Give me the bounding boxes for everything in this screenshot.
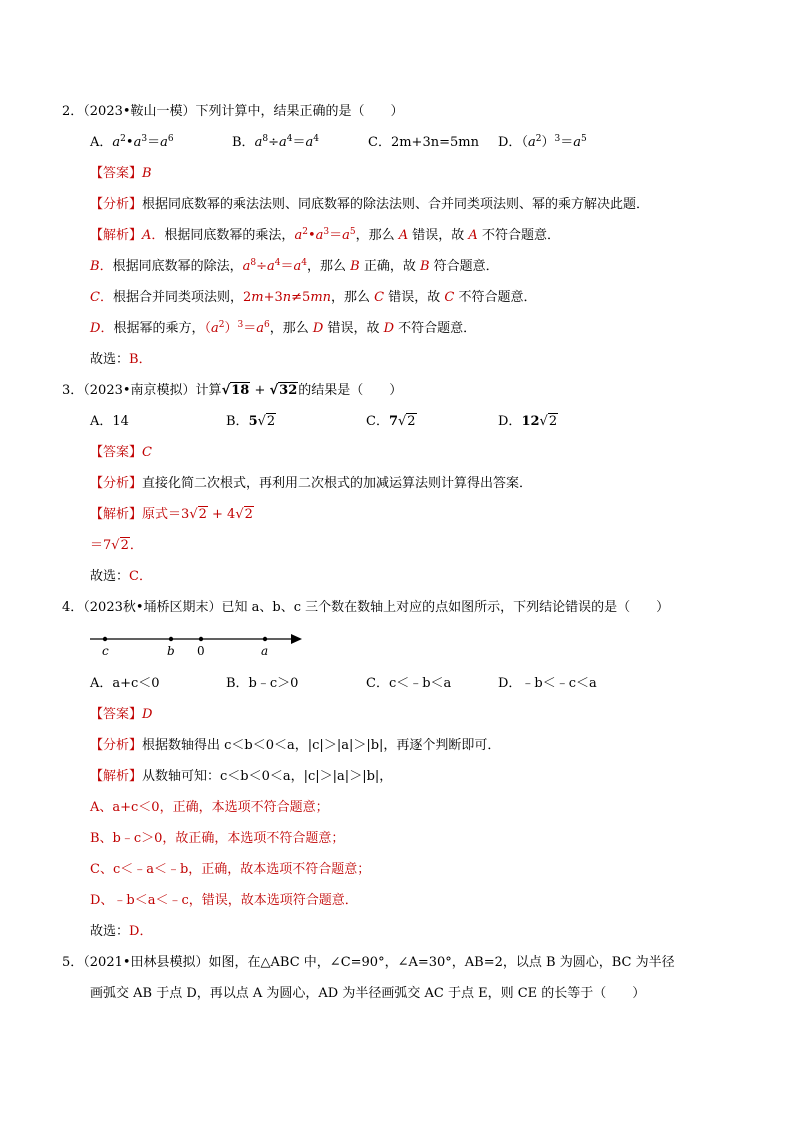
q2-stem (62, 104, 404, 120)
label-b: b (167, 644, 175, 658)
q4-option-a: A．a+c＜0 (90, 676, 160, 691)
q3-option-b: B．5√2 (226, 414, 276, 429)
point-b (169, 637, 173, 641)
q4-answer: 【答案】D (90, 707, 153, 722)
q4-solution: 【解析】从数轴可知：c＜b＜0＜a，|c|＞|a|＞|b|， (90, 769, 393, 784)
point-a (263, 637, 267, 641)
q3-solution: 【解析】原式＝3√2 + 4√2 (90, 507, 253, 522)
q3-option-c: C．7√2 (366, 414, 416, 429)
q4-stem: 4．（2023秋•埇桥区期末）已知 a、b、c 三个数在数轴上对应的点如图所示，下列结论错误的是（ ） (62, 600, 670, 615)
label-c: c (102, 644, 109, 658)
number-line-arrow (291, 634, 302, 644)
q2-choose: 故选：B． (90, 352, 152, 367)
q3-answer: 【答案】C (90, 445, 152, 460)
q5-stem-line2: 画弧交 AB 于点 D，再以点 A 为圆心，AD 为半径画弧交 AC 于点 E，则 CE 的长等于（ ） (90, 986, 646, 1001)
q4-solution-b: B、b﹣c＞0，故正确，本选项不符合题意； (90, 831, 345, 846)
q3-choose: 故选：C． (90, 569, 152, 584)
q4-solution-d: D、﹣b＜a＜﹣c，错误，故本选项符合题意． (90, 893, 358, 908)
q2-option-d: D．$(a^2)^3=a^5$ (498, 134, 587, 150)
number-line-figure (88, 630, 308, 660)
q3-option-d: D．12√2 (498, 414, 558, 429)
q2-solution-c: C．根据合并同类项法则，2m+3n≠5mn，那么 C 错误，故 C 不符合题意． (90, 290, 537, 305)
q2-option-c: C．2m+3n=5mn (368, 135, 479, 150)
q2-analysis: 【分析】根据同底数幂的乘法法则、同底数幂的除法法则、合并同类项法则、幂的乘方解决此题． (90, 197, 650, 212)
q3-analysis: 【分析】直接化简二次根式，再利用二次根式的加减运算法则计算得出答案． (90, 476, 533, 491)
q2-number: 2． (62, 104, 84, 119)
q4-solution-a: A、a+c＜0，正确，本选项不符合题意； (90, 800, 329, 815)
q4-choose: 故选：D． (90, 924, 153, 939)
q2-answer: 【答案】B (90, 166, 152, 181)
label-zero: 0 (197, 644, 205, 658)
q3-option-a: A．14 (90, 414, 129, 429)
point-c (103, 637, 107, 641)
q4-analysis: 【分析】根据数轴得出 c＜b＜0＜a，|c|＞|a|＞|b|，再逐个判断即可． (90, 738, 501, 753)
q3-stem: 3．（2023•南京模拟）计算√18 + √32的结果是（ ） (62, 383, 403, 398)
q2-option-a: A．$a^2•a^3=a^6$ (90, 134, 174, 150)
q2-solution-d: D．根据幂的乘方，$(a^2)^3=a^6$，那么 D 错误，故 D 不符合题意． (90, 320, 477, 336)
q4-option-d: D．﹣b＜﹣c＜a (498, 676, 597, 691)
q4-solution-c: C、c＜﹣a＜﹣b，正确，故本选项不符合题意； (90, 862, 371, 877)
point-zero (199, 637, 203, 641)
q2-solution-b: B．根据同底数幂的除法，$a^8\div a^4=a^4$，那么 B 正确，故 B 符合题意． (90, 258, 499, 274)
q3-solution-result: ＝7√2． (90, 538, 143, 553)
q5-stem-line1: 5．（2021•田林县模拟）如图，在△ABC 中，∠C=90°，∠A=30°，AB=2，以点 B 为圆心，BC 为半径 (62, 955, 675, 970)
q2-stem-text: 下列计算中，结果正确的是（ ） (195, 104, 404, 119)
label-a: a (261, 644, 269, 658)
q4-option-c: C．c＜﹣b＜a (366, 676, 452, 691)
q2-solution-a: 【解析】A．根据同底数幂的乘法，$a^2•a^3=a^5$，那么 A 错误，故 A 不符合题意． (90, 227, 560, 243)
q2-option-b: B．$a^8\div a^4=a^4$ (232, 134, 319, 150)
q4-option-b: B．b﹣c＞0 (226, 676, 299, 691)
q2-source: （2023•鞍山一模） (83, 104, 196, 119)
